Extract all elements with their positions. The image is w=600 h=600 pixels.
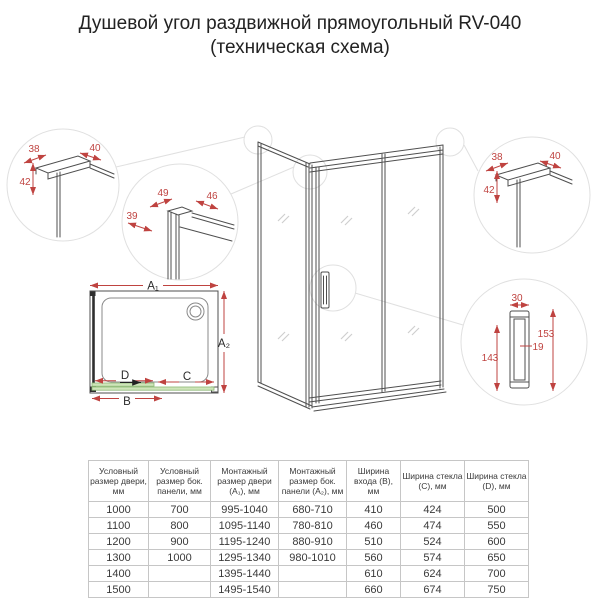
cell: 780-810	[279, 518, 347, 534]
cell: 1095-1140	[211, 518, 279, 534]
cell: 424	[401, 502, 465, 518]
col-entry-width: Ширина входа (B), мм	[347, 461, 401, 502]
cell: 674	[401, 582, 465, 598]
title-line-2: (техническая схема)	[210, 37, 390, 59]
dim-handle-143: 143	[481, 353, 499, 364]
cell: 880-910	[279, 534, 347, 550]
dim-handle-30: 30	[511, 293, 523, 304]
isometric-view	[258, 142, 446, 411]
table-row	[89, 550, 529, 566]
table-row	[89, 534, 529, 550]
plan-view	[90, 281, 230, 409]
cell	[279, 566, 347, 582]
dim-wall-right-40: 40	[549, 151, 561, 162]
cell: 1200	[89, 534, 149, 550]
col-panel-nominal: Условный размер бок. панели, мм	[149, 461, 211, 502]
cell: 1195-1240	[211, 534, 279, 550]
table-row	[89, 518, 529, 534]
sizes-table	[88, 460, 529, 598]
plan-label-d: D	[120, 370, 130, 382]
cell: 410	[347, 502, 401, 518]
col-panel-mounting: Монтажный размер бок. панели (A₂), мм	[279, 461, 347, 502]
cell: 1100	[89, 518, 149, 534]
detail-circle-corner	[122, 164, 238, 280]
cell: 1295-1340	[211, 550, 279, 566]
col-glass-d: Ширина стекла (D), мм	[465, 461, 529, 502]
dim-wall-left-42: 42	[19, 177, 31, 188]
plan-label-a1: A₁	[147, 280, 159, 293]
detail-leaders	[116, 126, 478, 325]
cell: 1500	[89, 582, 149, 598]
sliding-door-glass	[92, 383, 154, 386]
cell: 1000	[89, 502, 149, 518]
cell: 700	[465, 566, 529, 582]
cell: 1400	[89, 566, 149, 582]
cell: 610	[347, 566, 401, 582]
dim-handle-19: 19	[532, 342, 544, 353]
cell: 510	[347, 534, 401, 550]
table-row	[89, 566, 529, 582]
dim-wall-left-38: 38	[28, 144, 40, 155]
cell: 560	[347, 550, 401, 566]
cell	[279, 582, 347, 598]
cell	[149, 566, 211, 582]
dim-wall-left-40: 40	[89, 143, 101, 154]
cell: 1300	[89, 550, 149, 566]
plan-label-c: C	[182, 371, 192, 383]
dim-corner-46: 46	[206, 191, 218, 202]
cell: 660	[347, 582, 401, 598]
plan-label-b: B	[123, 396, 131, 408]
cell: 460	[347, 518, 401, 534]
cell: 550	[465, 518, 529, 534]
detail-circle-handle	[461, 279, 587, 405]
table-header-row	[89, 461, 529, 502]
cell: 800	[149, 518, 211, 534]
col-door-mounting: Монтажный размер двери (A₁), мм	[211, 461, 279, 502]
cell	[149, 582, 211, 598]
col-door-nominal: Условный размер двери, мм	[89, 461, 149, 502]
dim-corner-39: 39	[126, 211, 138, 222]
cell: 995-1040	[211, 502, 279, 518]
dim-wall-right-42: 42	[483, 185, 495, 196]
cell: 1000	[149, 550, 211, 566]
table-row	[89, 582, 529, 598]
cell: 524	[401, 534, 465, 550]
cell: 1495-1540	[211, 582, 279, 598]
cell: 700	[149, 502, 211, 518]
cell: 650	[465, 550, 529, 566]
technical-diagram	[0, 95, 600, 460]
dim-wall-right-38: 38	[491, 152, 503, 163]
table-row	[89, 502, 529, 518]
cell: 600	[465, 534, 529, 550]
cell: 680-710	[279, 502, 347, 518]
cell: 574	[401, 550, 465, 566]
glass-sparkles	[278, 207, 419, 341]
dim-corner-49: 49	[157, 188, 169, 199]
detail-circle-wall-left	[7, 129, 119, 241]
page-title	[0, 12, 600, 61]
cell: 624	[401, 566, 465, 582]
cell: 474	[401, 518, 465, 534]
title-line-1: Душевой угол раздвижной прямоугольный RV-040	[78, 13, 522, 34]
cell: 750	[465, 582, 529, 598]
dim-handle-153: 153	[537, 329, 555, 340]
cell: 980-1010	[279, 550, 347, 566]
fixed-panel-glass	[92, 387, 214, 390]
cell: 1395-1440	[211, 566, 279, 582]
plan-label-a2: A₂	[217, 338, 231, 350]
detail-circle-wall-right	[474, 137, 590, 253]
col-glass-c: Ширина стекла (C), мм	[401, 461, 465, 502]
cell: 900	[149, 534, 211, 550]
cell: 500	[465, 502, 529, 518]
